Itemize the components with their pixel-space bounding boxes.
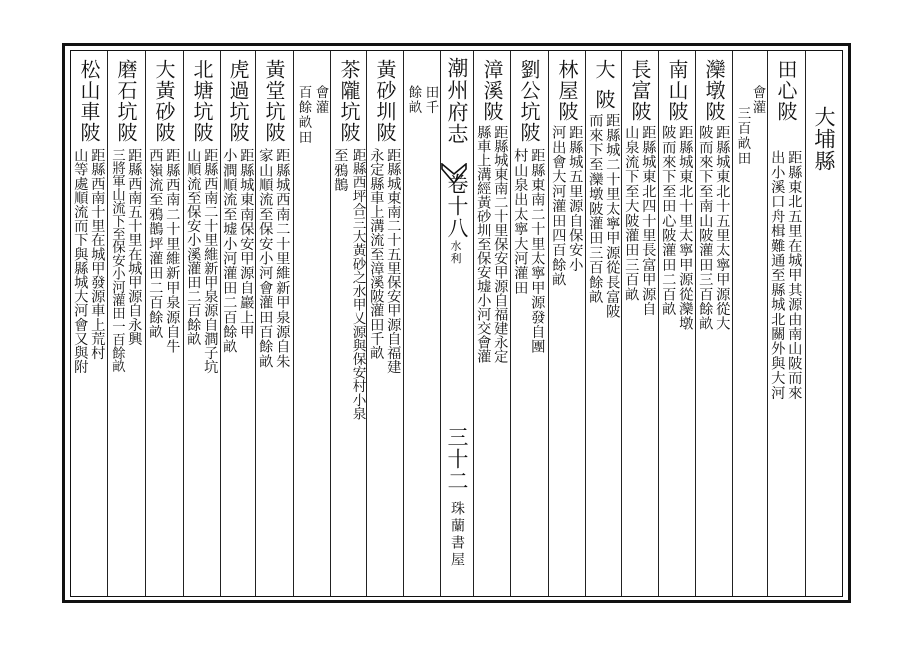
district-heading-column: [806, 51, 843, 596]
entry-note-line: 山等處順流而下與縣城大河會又與附: [72, 148, 89, 374]
entry-note-line: 距縣城五里源自保安小: [567, 125, 584, 272]
entry-name: 松山車陂: [77, 59, 101, 143]
entry-name: 南山陂: [665, 59, 689, 122]
entry-note-line: 餘畝: [405, 85, 422, 115]
entry-note-line: 陂而來下至南山陂灌田三百餘畝: [697, 125, 714, 331]
entry-name: 黃堂坑陂: [262, 59, 286, 143]
entry-note-line: 百餘畝田: [295, 85, 312, 145]
entry-name: 大黃砂陂: [152, 59, 176, 143]
entry-note-line: 縣車上溝經黃砂圳至保安墟小河交會灌: [475, 125, 492, 363]
center-spine: [441, 51, 473, 596]
entry-name: 磨石坑陂: [114, 59, 138, 143]
entry-column: [331, 51, 366, 596]
entry-column: [549, 51, 585, 596]
fish-tail-mark-icon: [441, 163, 467, 185]
entry-name: 虎過坑陂: [226, 59, 250, 143]
entry-column: [146, 51, 183, 596]
entry-name: 長富陂: [628, 59, 652, 122]
entry-note-line: 距縣城東北四十里長富甲源自: [640, 125, 657, 317]
entry-name: 劉公坑陂: [517, 59, 541, 143]
entry-note-line: 田千: [422, 85, 439, 115]
entry-note-line: 距縣城西南二十里維新甲泉源自朱: [274, 148, 291, 369]
entry-note-line: 家山順流至保安小河會灌田百餘畝: [257, 148, 274, 369]
entry-note-line: 會灌: [749, 85, 766, 115]
entry-note-line: 距縣西坪合三大黃砂之水甲乂源與保安村小泉: [349, 148, 366, 420]
entry-column: [696, 51, 732, 596]
entry-note-line: 山泉流下至大陂灌田三百畝: [623, 125, 640, 302]
entry-note-line: 距縣西南十里在城甲發源車上荒村: [89, 148, 106, 360]
entry-note-line: 距縣西南五十里在城甲源自永興: [126, 148, 143, 346]
entry-column: [221, 51, 255, 596]
entry-note-line: 會灌: [312, 85, 329, 115]
entry-note-line: 三將軍山流下至保安小河灌田一百餘畝: [109, 148, 125, 373]
entry-name: 田心陂: [774, 59, 798, 122]
entry-column: [768, 51, 805, 596]
entry-note-line: 距縣東北五里在城甲其源由南山陂而來: [786, 150, 803, 400]
entry-name: 北塘坑陂: [190, 59, 214, 143]
district-heading: 大埔縣: [812, 106, 836, 172]
entry-note-line: 山順流至保安小溪灌田二百餘畝: [185, 148, 202, 346]
entry-name: 林屋陂: [555, 59, 579, 122]
entry-note-line: 西嶺流至鴉鵲坪灌田二百餘畝: [147, 148, 164, 340]
gazetteer-title: 潮州府志: [445, 57, 469, 145]
entry-note-line: 距縣城東北十里太寧甲源從灤墩: [677, 125, 694, 331]
entry-column: [256, 51, 293, 596]
entry-column: [586, 51, 621, 596]
entry-column: [294, 51, 330, 596]
entry-column: [71, 51, 107, 596]
entry-name: 茶隴坑陂: [337, 59, 361, 143]
entry-column: [108, 51, 145, 596]
entry-note-line: 陂而來下至田心陂灌田二百畝: [660, 125, 677, 317]
entry-note-line: 而來下至灤墩陂灌田三百餘畝: [587, 113, 604, 305]
entry-column: [622, 51, 658, 596]
folio-number: 三十二: [445, 426, 469, 492]
entry-column: [474, 51, 510, 596]
entry-name: 大陂: [592, 59, 616, 119]
volume-number: 卷十八: [445, 173, 469, 239]
entry-note-line: 距縣西南二十里維新甲泉源自牛: [164, 148, 181, 354]
entry-note-line: 永定縣車上溝流至漳溪陂灌田千畝: [368, 148, 385, 360]
entry-column: [184, 51, 220, 596]
entry-note-line: 村山泉出太寧大河灌田: [512, 148, 529, 295]
entry-note-line: 距縣城二十里太寧甲源從長富陂: [604, 113, 621, 319]
entry-note-line: 三百畝田: [734, 106, 751, 166]
entry-note-line: 距縣城東南二十五里保安甲源自福建: [385, 148, 402, 374]
entry-note-line: 距縣西南二十里維新甲泉源自澗子坑: [202, 148, 219, 374]
entry-column: [404, 51, 440, 596]
entry-column: [733, 51, 767, 596]
entry-name: 灤墩陂: [702, 59, 726, 122]
entry-note-line: 出小溪口舟楫難通至縣城北關外與大河: [769, 150, 786, 400]
entry-note-line: 距縣城東南保安甲源自巖上甲: [238, 148, 255, 340]
section-title: 水利: [449, 240, 462, 265]
entry-name: 漳溪陂: [480, 59, 504, 122]
entry-column: [367, 51, 403, 596]
entry-note-line: 小澗順流至墟小河灌田二百餘畝: [221, 148, 238, 354]
entry-note-line: 距縣城東北十五里太寧甲源從大: [714, 125, 731, 331]
publisher-imprint: 珠蘭書屋: [449, 501, 465, 569]
entry-note-line: 至鴉鵲: [332, 148, 349, 193]
entry-column: [659, 51, 695, 596]
entry-column: [511, 51, 548, 596]
entry-name: 黃砂圳陂: [373, 59, 397, 143]
entry-note-line: 距縣東南二十里太寧甲源發自團: [529, 148, 546, 354]
entry-note-line: 河出會大河灌田四百餘畝: [550, 125, 567, 287]
entry-note-line: 距縣城東南二十里保安甲源自福建永定: [492, 125, 509, 363]
